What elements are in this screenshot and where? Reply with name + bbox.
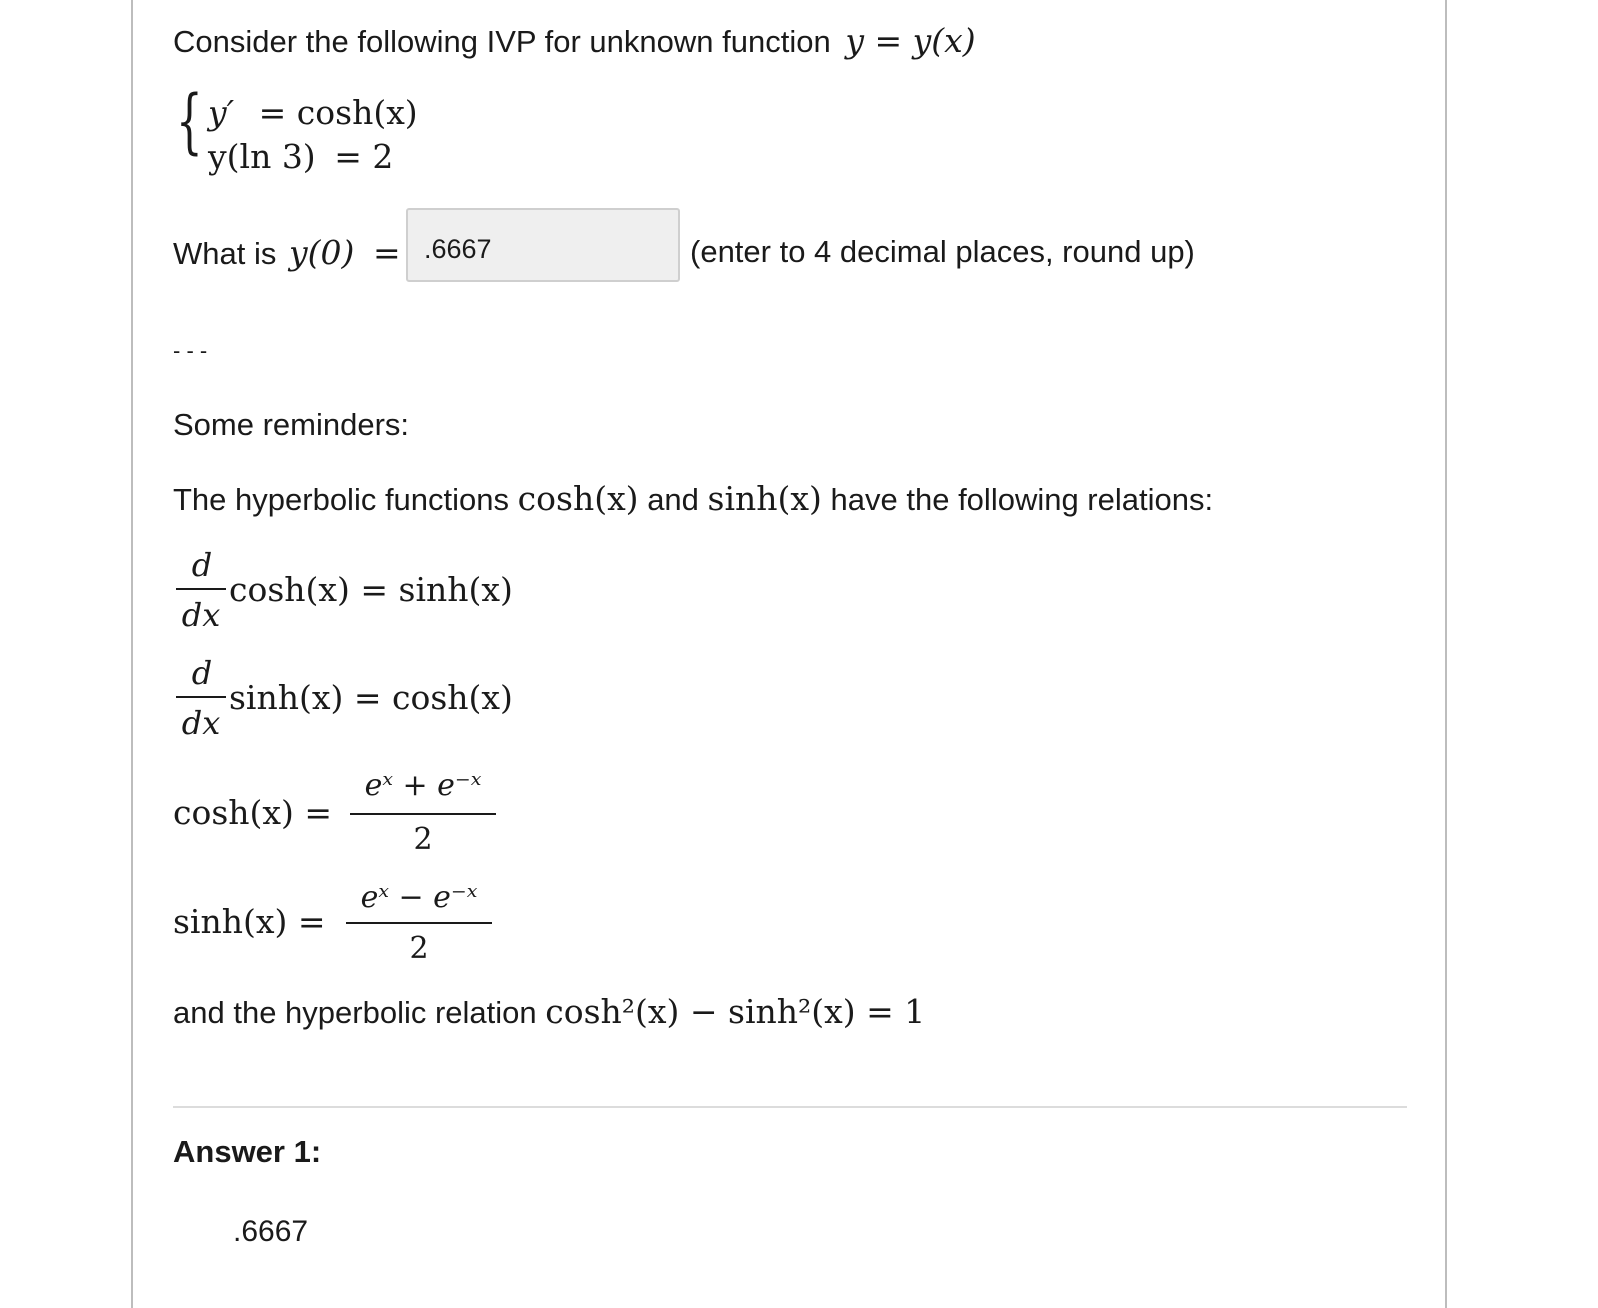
identity-line	[173, 992, 926, 1031]
deriv2-numerator: d	[191, 654, 213, 692]
section-divider	[173, 1106, 1407, 1108]
answer-input[interactable]: .6667	[406, 208, 680, 282]
question-panel	[131, 0, 1447, 1308]
identity-math: cosh²(x) − sinh²(x) = 1	[545, 992, 926, 1031]
relations-sinh: sinh(x)	[707, 479, 822, 518]
answer-value: .6667	[233, 1215, 309, 1248]
intro-line	[173, 21, 976, 60]
sinh-def-denominator: 2	[409, 931, 429, 966]
prompt-text: What is	[173, 236, 277, 271]
sinh-def-numerator: eˣ − e⁻ˣ	[360, 880, 478, 915]
system-line-1	[208, 93, 418, 132]
identity-prefix: and the hyperbolic relation	[173, 995, 537, 1030]
system-line2-lhs: y(ln 3)	[208, 137, 316, 176]
relations-and: and	[647, 482, 699, 517]
deriv2-expression: sinh(x) = cosh(x)	[229, 678, 513, 717]
reminders-heading: Some reminders:	[173, 407, 410, 442]
prompt-math: y(0)	[288, 233, 355, 272]
cosh-def-numerator: eˣ + e⁻ˣ	[364, 768, 482, 803]
relations-line	[173, 479, 1214, 518]
system-line-2	[208, 137, 394, 176]
relations-suffix: have the following relations:	[830, 482, 1214, 517]
sinh-def-lhs: sinh(x) =	[173, 902, 326, 941]
prompt-equals: =	[373, 233, 401, 272]
separator: - - -	[173, 338, 208, 363]
deriv1-expression: cosh(x) = sinh(x)	[229, 570, 513, 609]
deriv1-fraction-bar	[176, 588, 226, 590]
intro-math: y = y(x)	[845, 21, 976, 60]
prompt-line	[173, 233, 401, 272]
cosh-def-denominator: 2	[413, 822, 433, 857]
intro-text: Consider the following IVP for unknown function	[173, 24, 831, 59]
deriv2-fraction-bar	[176, 696, 226, 698]
answer-label: Answer 1:	[173, 1134, 322, 1169]
relations-prefix: The hyperbolic functions	[173, 482, 510, 517]
system-line1-lhs: y′	[208, 93, 235, 132]
system-line1-rhs: = cosh(x)	[258, 93, 418, 132]
system-brace: {	[176, 80, 203, 162]
relations-cosh: cosh(x)	[517, 479, 639, 518]
deriv1-denominator: dx	[181, 596, 221, 634]
answer-hint: (enter to 4 decimal places, round up)	[690, 234, 1195, 269]
cosh-def-fraction-bar	[350, 813, 496, 815]
deriv1-numerator: d	[191, 546, 213, 584]
sinh-def-fraction-bar	[346, 922, 492, 924]
cosh-def-lhs: cosh(x) =	[173, 793, 333, 832]
system-line2-rhs: = 2	[334, 137, 394, 176]
deriv2-denominator: dx	[181, 704, 221, 742]
